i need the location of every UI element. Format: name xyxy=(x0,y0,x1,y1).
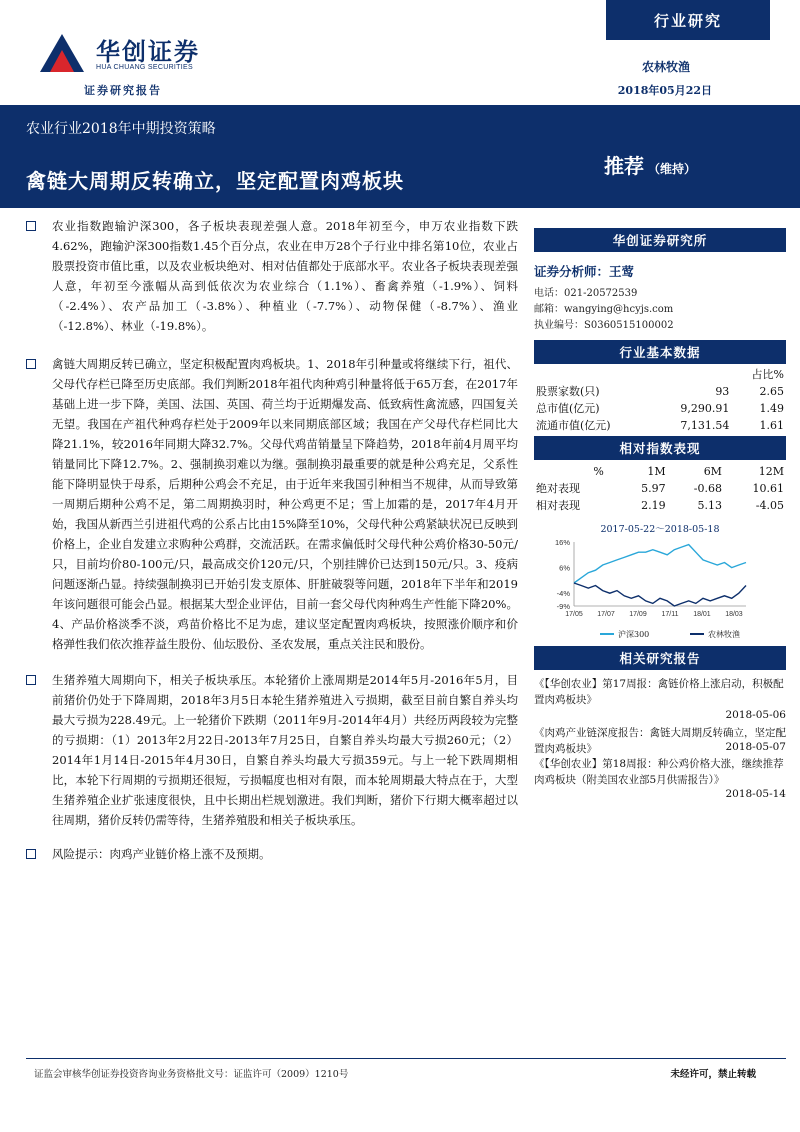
logo-en: HUA CHUANG SECURITIES xyxy=(96,64,193,71)
basic-data-table xyxy=(534,366,786,434)
legend-label: 农林牧渔 xyxy=(708,630,740,639)
row-value: 9,290.91 xyxy=(680,402,730,415)
main-content xyxy=(26,216,518,878)
basic-col-header: 占比% xyxy=(751,368,784,381)
row-value: 5.97 xyxy=(641,482,666,495)
performance-chart xyxy=(534,520,786,648)
bullet-box-icon xyxy=(26,675,36,685)
report-link[interactable]: 《【华创农业】第17周报：禽链价格上涨启动，积极配置肉鸡板块》 xyxy=(534,678,784,706)
report-date-item: 2018-05-07 xyxy=(725,741,786,753)
paragraph-text: 生猪养殖大周期向下，相关子板块承压。本轮猪价上涨周期是2014年5月-2016年5月，目前猪价仍处于下降周期，2018年3月5日本轮生猪养殖进入亏损期，截至目前自繁自养头均最大亏损为228.49元。上一轮猪价下跌期（2011年9月-2014年4月）共经历两段较为完整的亏损期：（1）2013年2月22日-2013年7月25日，自繁自养头均最大亏损260元；（2）2014年1月14日-2015年4月30日，自繁自养头均最大亏损359元。与上一轮下跌周期相比，本轮下行周期的亏损期还很短，亏损幅度也相对有限，而本轮周期最大特点在于，大型生猪养殖企业扩张速度很快，且中长期出栏规划激进。我们判断，猪价下行期大概率超过以往周期，猪价反转仍需等待，生猪养殖股和相关子板块承压。 xyxy=(52,673,518,827)
y-tick-label: 16% xyxy=(554,538,570,547)
row-label: 流通市值(亿元) xyxy=(536,419,611,432)
bullet-box-icon xyxy=(26,359,36,369)
rating-value: 推荐 xyxy=(604,154,644,178)
footer-license: 证监会审核华创证券投资咨询业务资格批文号：证监许可（2009）1210号 xyxy=(34,1069,349,1080)
report-title: 禽链大周期反转确立，坚定配置肉鸡板块 xyxy=(26,169,404,193)
relative-perf-header: 相对指数表现 xyxy=(534,436,786,460)
row-pct: 2.65 xyxy=(759,385,784,398)
table-row xyxy=(534,497,786,514)
report-link[interactable]: 《肉鸡产业链深度报告：禽链大周期反转确立，坚定配置肉鸡板块》 xyxy=(534,727,786,755)
y-tick-label: -9% xyxy=(556,602,570,611)
x-tick-label: 18/01 xyxy=(693,611,711,618)
x-tick-label: 18/03 xyxy=(725,611,743,618)
x-tick-label: 17/11 xyxy=(661,611,679,618)
analyst-name: 证券分析师：王莺 xyxy=(534,264,635,279)
report-type: 证券研究报告 xyxy=(84,84,162,97)
bullet-box-icon xyxy=(26,221,36,231)
paragraph-text: 禽链大周期反转已确立，坚定积极配置肉鸡板块。1、2018年引种量或将继续下行，祖代、父母代存栏已降至历史底部。我们判断2018年祖代肉种鸡引种量将低于65万套，在2017年基础上进一步下降，美国、法国、英国、荷兰均于近期爆发高、低致病性禽流感，四国复关无望。我国在产祖代种鸡存栏处于2009年以来同期底部区域；我国在产父母代存栏同比大降21.1%，较2016年同期大降32.7%。父母代鸡苗销量呈下降趋势，2018年前4月周平均销量同比下降12.7%。2、强制换羽难以为继。强制换羽最重要的就是种公鸡充足，父系性能下降明显快于母系，后期种公鸡会不充足，由于近年来我国引种相当不规律，从而导致第一周期后期种公鸡不足，第二周期换羽时，种公鸡更不足；雪上加霜的是，2017年4月开始，我国从新西兰引进祖代鸡的公系占比由15%降至10%，父母代种公鸡紧缺状况已反映到价格上，企业自发建立求购种公鸡群，交流活跃。在需求偏低时父母代种公鸡价格30-50元/只，目前均价80-100元/只，最高成交价120元/只，个别挂牌价已达到150元/只。3、疫病问题逐渐凸显。持续强制换羽已开始引发支原体、肝脏破裂等问题，2018年下半年和2019年该问题很可能会凸显。根据某大型企业评估，目前一套父母代肉种鸡生产性能下降20%。4、产品价格淡季不淡，鸡苗价格比不足为虑，建议坚定配置肉鸡板块，按照涨价顺序和价格弹性我们依次推荐益生股份、仙坛股份、圣农发展，重点关注民和股份。 xyxy=(52,357,518,651)
paragraph-text: 风险提示：肉鸡产业链价格上涨不及预期。 xyxy=(52,847,271,861)
logo-cn: 华创证券 xyxy=(96,38,200,66)
row-value: 2.19 xyxy=(641,499,666,512)
banner-subtitle: 农业行业2018年中期投资策略 xyxy=(26,121,216,137)
y-tick-label: -4% xyxy=(556,589,570,599)
report-date-item: 2018-05-06 xyxy=(725,709,786,721)
y-tick-label: 6% xyxy=(559,563,570,573)
row-value: -0.68 xyxy=(693,482,722,495)
paragraph-index xyxy=(26,216,518,336)
analyst-phone: 电话：021-20572539 xyxy=(534,288,638,299)
relative-perf-table xyxy=(534,463,786,514)
table-row xyxy=(534,480,786,497)
analyst-license: 执业编号：S0360515100002 xyxy=(534,320,674,331)
row-value: -4.05 xyxy=(755,499,784,512)
paragraph-text: 农业指数跑输沪深300，各子板块表现差强人意。2018年初至今，申万农业指数下跌4.62%，跑输沪深300指数1.45个百分点，农业在申万28个子行业中排名第10位，农业占股票投资市值比重，以及农业板块绝对、相对估值都处于底部水平。农业各子板块表现差强人意，年初至今涨幅从高到低依次为农业综合（1.1%）、畜禽养殖（-1.9%）、饲料（-2.4%）、农产品加工（-3.8%）、种植业（-7.7%）、动物保健（-8.7%）、渔业（-12.8%）、林业（-19.8%）。 xyxy=(52,219,518,333)
row-value: 7,131.54 xyxy=(680,419,730,432)
legend-label: 沪深300 xyxy=(618,630,650,639)
rating-note: （维持） xyxy=(648,162,697,176)
footer-copyright: 未经许可，禁止转载 xyxy=(670,1069,756,1080)
performance-chart-svg xyxy=(534,520,786,648)
x-tick-label: 17/09 xyxy=(629,611,647,618)
row-label: 总市值(亿元) xyxy=(536,402,600,415)
paragraph-risk xyxy=(26,844,518,864)
x-tick-label: 17/07 xyxy=(597,611,615,618)
report-link[interactable]: 《【华创农业】第18周报：种公鸡价格大涨，继续推荐肉鸡板块（附美国农业部5月供需报告）》 xyxy=(534,758,784,786)
chart-title: 2017-05-22～2018-05-18 xyxy=(600,524,720,535)
col-header: 12M xyxy=(758,465,784,478)
paragraph-hog xyxy=(26,670,518,830)
row-label: 绝对表现 xyxy=(536,482,580,495)
col-header: % xyxy=(593,465,604,478)
col-header: 6M xyxy=(703,465,722,478)
institute-header: 华创证券研究所 xyxy=(534,228,786,252)
footer-divider xyxy=(26,1058,786,1059)
industry-tab: 行业研究 xyxy=(606,0,770,40)
bullet-box-icon xyxy=(26,849,36,859)
col-header: 1M xyxy=(647,465,666,478)
row-label: 股票家数(只) xyxy=(536,385,600,398)
row-value: 5.13 xyxy=(697,499,722,512)
report-date-item: 2018-05-14 xyxy=(725,788,786,800)
series-line-2 xyxy=(574,583,746,606)
row-label: 相对表现 xyxy=(536,499,580,512)
series-line-1 xyxy=(574,545,746,583)
table-header-row xyxy=(534,463,786,480)
table-row xyxy=(534,400,786,417)
table-row xyxy=(534,417,786,434)
logo-icon xyxy=(36,30,88,76)
report-date: 2018年05月22日 xyxy=(617,84,712,97)
x-tick-label: 17/05 xyxy=(565,611,583,618)
paragraph-chicken xyxy=(26,354,518,654)
rating xyxy=(604,150,696,179)
row-pct: 1.49 xyxy=(759,402,784,415)
row-value: 10.61 xyxy=(752,482,784,495)
related-reports-header: 相关研究报告 xyxy=(534,646,786,670)
analyst-email: 邮箱：wangying@hcyjs.com xyxy=(534,304,674,315)
basic-data-header: 行业基本数据 xyxy=(534,340,786,364)
row-value: 93 xyxy=(715,385,730,398)
table-row xyxy=(534,383,786,400)
sector-label: 农林牧渔 xyxy=(641,60,690,74)
row-pct: 1.61 xyxy=(759,419,784,432)
